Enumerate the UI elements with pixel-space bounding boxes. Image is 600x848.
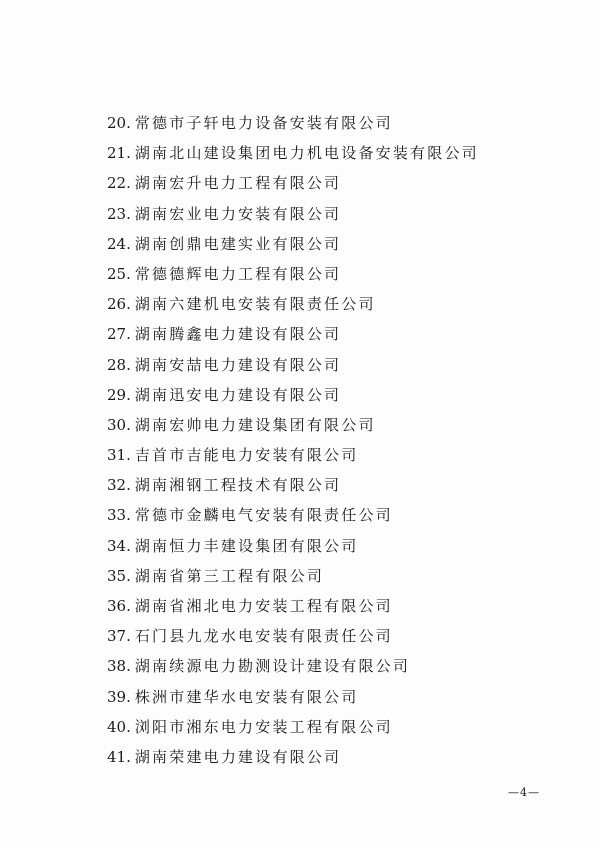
list-item	[107, 561, 479, 591]
item-number: 39.	[107, 687, 131, 706]
company-name: 湖南宏业电力安装有限公司	[134, 204, 342, 223]
list-item	[107, 199, 479, 229]
list-item	[107, 380, 479, 410]
company-name: 吉首市吉能电力安装有限公司	[134, 446, 359, 465]
company-name: 湖南省湘北电力安装工程有限公司	[134, 597, 393, 615]
item-number: 41.	[107, 747, 131, 766]
item-number: 37.	[107, 627, 131, 646]
list-item	[107, 500, 479, 530]
company-name: 浏阳市湘东电力安装工程有限公司	[134, 717, 393, 736]
item-number: 25.	[107, 264, 131, 283]
company-name: 湖南宏升电力工程有限公司	[134, 174, 342, 193]
list-item	[107, 440, 479, 470]
list-item	[107, 350, 479, 380]
item-number: 28.	[107, 355, 131, 374]
item-number: 36.	[107, 597, 131, 615]
company-name: 湖南创鼎电建实业有限公司	[134, 234, 342, 253]
list-item	[107, 712, 479, 742]
item-number: 33.	[107, 506, 131, 525]
item-number: 20.	[107, 114, 131, 132]
item-number: 40.	[107, 717, 131, 736]
item-number: 26.	[107, 295, 131, 314]
list-item	[107, 168, 479, 198]
item-number: 38.	[107, 657, 131, 676]
item-number: 22.	[107, 174, 131, 193]
list-item	[107, 651, 479, 681]
list-item	[107, 259, 479, 289]
company-name: 常德市金麟电气安装有限责任公司	[134, 506, 393, 525]
list-item	[107, 470, 479, 500]
company-name: 湖南荣建电力建设有限公司	[134, 747, 342, 766]
list-item	[107, 410, 479, 440]
company-name: 湖南宏帅电力建设集团有限公司	[134, 415, 376, 434]
company-name: 株洲市建华水电安装有限公司	[134, 687, 359, 706]
company-name: 湖南续源电力勘测设计建设有限公司	[134, 657, 411, 676]
list-item	[107, 682, 479, 712]
list-item	[107, 531, 479, 561]
company-name: 湖南六建机电安装有限责任公司	[134, 295, 376, 314]
list-item	[107, 319, 479, 349]
list-item	[107, 591, 479, 621]
company-name: 常德市子轩电力设备安装有限公司	[134, 114, 393, 132]
item-number: 34.	[107, 536, 131, 555]
item-number: 21.	[107, 144, 131, 163]
list-item	[107, 289, 479, 319]
list-item	[107, 138, 479, 168]
item-number: 31.	[107, 446, 131, 465]
page-number: —4—	[508, 786, 540, 799]
item-number: 23.	[107, 204, 131, 223]
company-name: 湖南省第三工程有限公司	[134, 566, 325, 585]
company-name: 石门县九龙水电安装有限责任公司	[134, 627, 393, 646]
company-name: 湖南恒力丰建设集团有限公司	[134, 536, 359, 555]
company-name: 湖南迅安电力建设有限公司	[134, 385, 342, 404]
item-number: 24.	[107, 234, 131, 253]
company-name: 常德德辉电力工程有限公司	[134, 264, 342, 283]
company-name: 湖南安喆电力建设有限公司	[134, 355, 342, 374]
list-item	[107, 108, 479, 138]
item-number: 30.	[107, 415, 131, 434]
company-name: 湖南腾鑫电力建设有限公司	[134, 325, 342, 344]
company-name: 湖南湘钢工程技术有限公司	[134, 476, 342, 495]
list-item	[107, 229, 479, 259]
company-name: 湖南北山建设集团电力机电设备安装有限公司	[134, 144, 479, 163]
item-number: 32.	[107, 476, 131, 495]
company-list	[107, 108, 479, 772]
item-number: 29.	[107, 385, 131, 404]
list-item	[107, 742, 479, 772]
item-number: 35.	[107, 566, 131, 585]
item-number: 27.	[107, 325, 131, 344]
list-item	[107, 621, 479, 651]
